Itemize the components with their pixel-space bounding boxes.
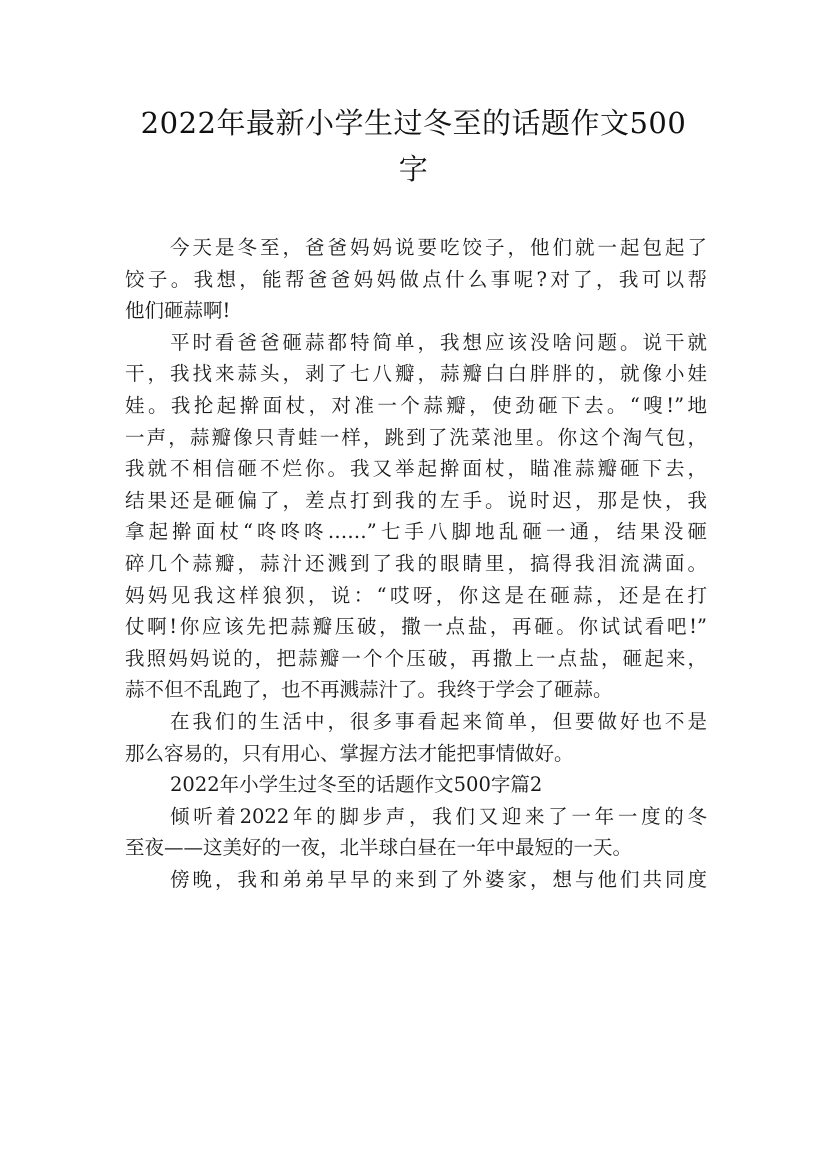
body-line: 蒜不但不乱跑了，也不再溅蒜汁了。我终于学会了砸蒜。 (125, 678, 613, 702)
body-line: 饺子。我想，能帮爸爸妈妈做点什么事呢?对了，我可以帮 (125, 267, 707, 291)
body-line: 在我们的生活中，很多事看起来简单，但要做好也不是 (170, 709, 707, 733)
body-line: 倾听着2022年的脚步声，我们又迎来了一年一度的冬 (170, 804, 707, 828)
body-line: 仗啊!你应该先把蒜瓣压破，撒一点盐，再砸。你试试看吧!” (125, 615, 707, 639)
body-line: 今天是冬至，爸爸妈妈说要吃饺子，他们就一起包起了 (170, 236, 707, 259)
body-line: 平时看爸爸砸蒜都特简单，我想应该没啥问题。说干就 (170, 330, 707, 354)
body-line: 妈妈见我这样狼狈，说：“哎呀，你这是在砸蒜，还是在打 (125, 583, 707, 607)
body-line: 我照妈妈说的，把蒜瓣一个个压破，再撒上一点盐，砸起来， (125, 646, 707, 670)
body-line: 傍晚，我和弟弟早早的来到了外婆家，想与他们共同度 (170, 867, 707, 891)
body-line: 一声，蒜瓣像只青蛙一样，跳到了洗菜池里。你这个淘气包， (125, 425, 707, 449)
body-line: 我就不相信砸不烂你。我又举起擀面杖，瞄准蒜瓣砸下去， (125, 457, 707, 481)
body-line: 拿起擀面杖“咚咚咚……”七手八脚地乱砸一通，结果没砸 (125, 520, 707, 544)
body-line: 干，我找来蒜头，剥了七八瓣，蒜瓣白白胖胖的，就像小娃 (125, 362, 707, 386)
section-heading: 2022年小学生过冬至的话题作文500字篇2 (170, 773, 543, 797)
body-line: 娃。我抡起擀面杖，对准一个蒜瓣，使劲砸下去。“嗖!”地 (125, 393, 707, 417)
body-line: 结果还是砸偏了，差点打到我的左手。说时迟，那是快，我 (125, 488, 707, 512)
body-line: 碎几个蒜瓣，蒜汁还溅到了我的眼睛里，搞得我泪流满面。 (125, 551, 707, 575)
document-body (125, 232, 707, 895)
title-line-2: 字 (398, 152, 429, 186)
body-line: 至夜——这美好的一夜，北半球白昼在一年中最短的一天。 (125, 836, 633, 860)
body-line: 那么容易的，只有用心、掌握方法才能把事情做好。 (125, 741, 574, 765)
document-title (110, 100, 717, 192)
title-line-1: 2022年最新小学生过冬至的话题作文500 (140, 106, 687, 140)
body-line: 他们砸蒜啊! (125, 299, 231, 323)
